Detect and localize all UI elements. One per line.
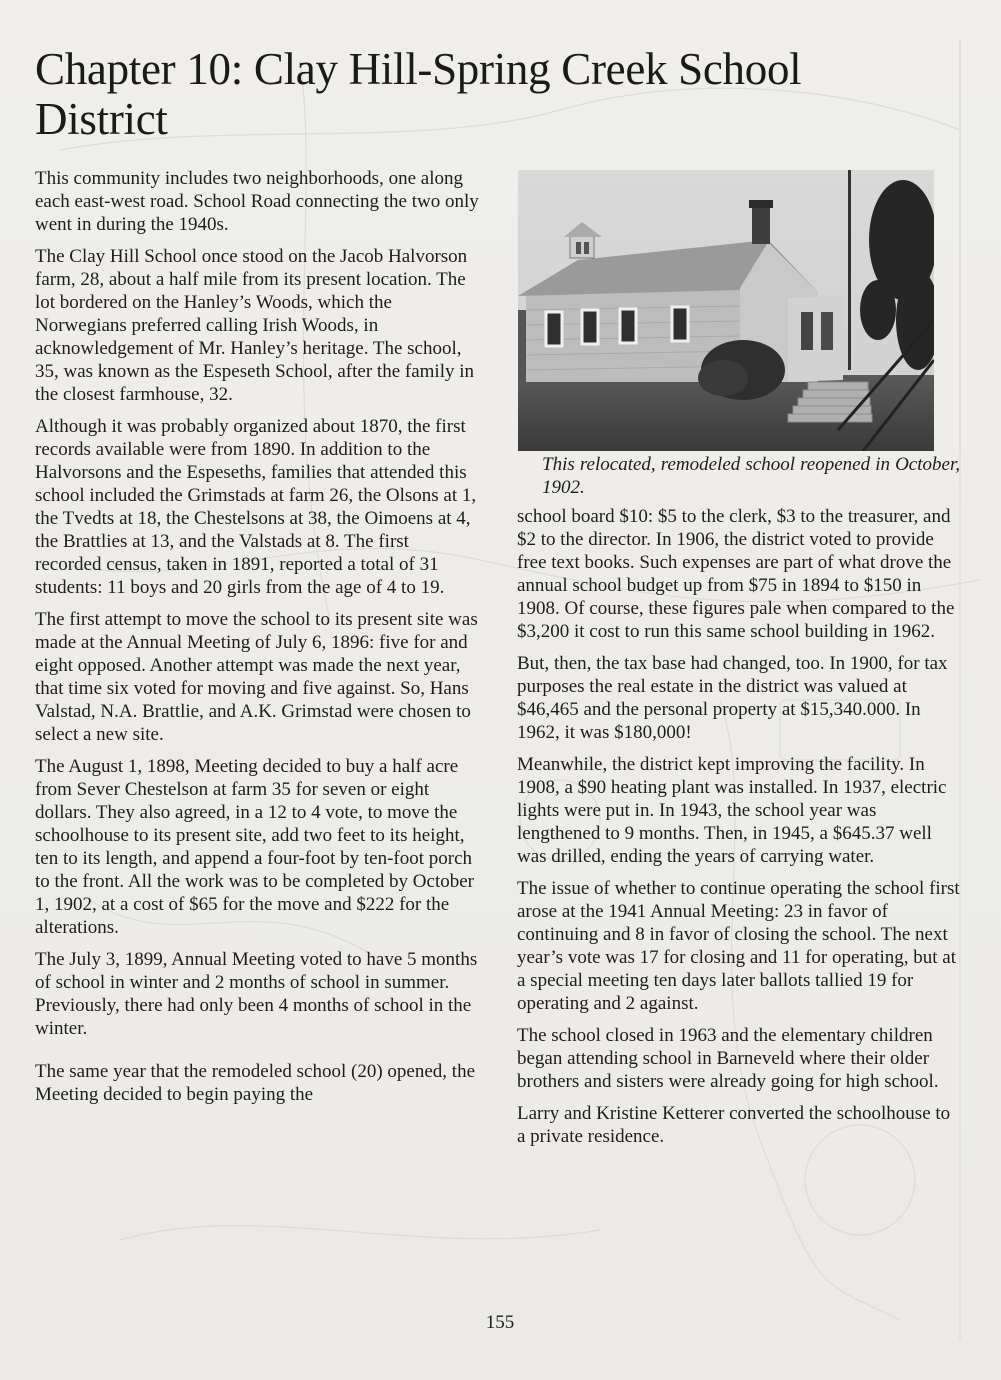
- left-column: [35, 167, 480, 1115]
- paragraph: The Clay Hill School once stood on the Jacob Halvorson farm, 28, about a half mile from its present location. The lot bordered on the Hanley’s Woods, which the Norwegians preferred calling Irish Woods, in acknowledgement of Mr. Hanley’s heritage. The school, 35, was known as the Espeseth School, after the family in the closest farmhouse, 32.: [35, 246, 475, 405]
- paragraph: school board $10: $5 to the clerk, $3 to the treasurer, and $2 to the director. In 1906, the district voted to provide free text books. Such expenses are part of what drove the annual school budget up from $75 in 1894 to $150 in 1908. Of course, these figures pale when compared to the $3,200 it cost to run this same school building in 1962.: [517, 506, 955, 642]
- schoolhouse-photo: [518, 170, 934, 451]
- paragraph: The first attempt to move the school to its present site was made at the Annual Meeting of July 6, 1896: five for and eight opposed. Another attempt was made the next year, that time six voted for moving and five against. So, Hans Valstad, N.A. Brattlie, and A.K. Grimstad were chosen to select a new site.: [35, 609, 478, 745]
- schoolhouse-photo-icon: [518, 170, 934, 451]
- paragraph: Meanwhile, the district kept improving the facility. In 1908, a $90 heating plant was installed. In 1937, electric lights were put in. In 1943, the school year was lengthened to 9 months. Then, in 1945, a $645.37 well was drilled, ending the years of carrying water.: [517, 754, 947, 867]
- paragraph: The same year that the remodeled school (20) opened, the Meeting decided to begin paying the: [35, 1061, 475, 1105]
- paragraph: This community includes two neighborhoods, one along each east-west road. School Road connecting the two only went in during the 1940s.: [35, 168, 479, 235]
- paragraph: The school closed in 1963 and the elementary children began attending school in Barneveld where their older brothers and sisters were already going for high school.: [517, 1025, 939, 1092]
- paragraph: But, then, the tax base had changed, too. In 1900, for tax purposes the real estate in the district was valued at $46,465 and the personal property at $15,340.000. In 1962, it was $180,000!: [517, 653, 948, 743]
- chapter-title: Chapter 10: Clay Hill-Spring Creek School District: [35, 44, 802, 144]
- right-column: [517, 505, 962, 1157]
- paragraph: Although it was probably organized about 1870, the first records available were from 1890. In addition to the Halvorsons and the Espeseths, families that attended this school included the Grimstads at farm 26, the Olsons at 1, the Tvedts at 18, the Chestelsons at 38, the Oimoens at 4, the Brattlies at 13, and the Valstads at 8. The first recorded census, taken in 1891, reported a total of 31 students: 11 boys and 20 girls from the age of 4 to 19.: [35, 416, 477, 598]
- paragraph: The issue of whether to continue operating the school first arose at the 1941 Annual Meeting: 23 in favor of continuing and 8 in favor of closing the school. The next year’s vote was 17 for closing and 11 for operating, but at a special meeting ten days later ballots tallied 19 for operating and 2 against.: [517, 878, 960, 1014]
- photo-caption: This relocated, remodeled school reopened in October, 1902.: [542, 454, 960, 498]
- paragraph: The July 3, 1899, Annual Meeting voted to have 5 months of school in winter and 2 months of school in summer. Previously, there had only been 4 months of school in the winter.: [35, 949, 478, 1039]
- page-number: 155: [485, 1312, 515, 1333]
- paragraph: Larry and Kristine Ketterer converted the schoolhouse to a private residence.: [517, 1103, 951, 1147]
- paragraph: The August 1, 1898, Meeting decided to buy a half acre from Sever Chestelson at farm 35 for seven or eight dollars. They also agreed, in a 12 to 4 vote, to move the schoolhouse to its present site, add two feet to its height, ten to its length, and append a four-foot by ten-foot porch to the front. All the work was to be completed by October 1, 1902, at a cost of $65 for the move and $222 for the alterations.: [35, 756, 475, 938]
